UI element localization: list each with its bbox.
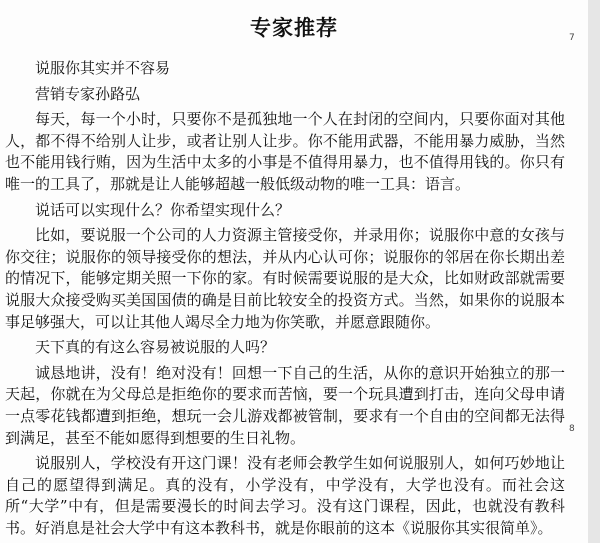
paragraph: 诚恳地讲，没有！绝对没有！回想一下自己的生活，从你的意识开始独立的那一天起，你就在为父母总是拒绝你的要求而苦恼，要一个玩具遭到打击，连向父母申请一点零花钱都遭到拒绝，想玩一会儿游戏都被管制，要求有一个自由的空间都无法得到满足，甚至不能如愿得到想要的生日礼物。 — [5, 363, 565, 447]
page-number-8: 8 — [569, 424, 575, 434]
author-line: 营销专家孙路弘 — [35, 84, 141, 103]
question-heading: 说话可以实现什么？你希望实现什么？ — [35, 200, 291, 219]
page-title: 专家推荐 — [250, 16, 338, 40]
page-number-7: 7 — [569, 33, 575, 43]
paragraph: 每天，每一个小时，只要你不是孤独地一个人在封闭的空间内，只要你面对其他人，都不得不给别人让步，或者让别人让步。你不能用武器，不能用暴力威胁，当然也不能用钱行贿，因为生活中太多的小事是不值得用暴力，也不值得用钱的。你只有唯一的工具了，那就是让人能够超越一般低级动物的唯一工具：语言。 — [5, 110, 565, 193]
paragraph: 说服别人，学校没有开这门课！没有老师会教学生如何说服别人，如何巧妙地让自己的愿望得到满足。真的没有，小学没有，中学没有，大学也没有。而社会这所“大学”中有，但是需要漫长的时间去学习。没有这门课程，因此，也就没有教科书。好消息是社会大学中有这本教科书，就是你眼前的这本《说服你其实很简单》。 — [5, 454, 565, 537]
question-heading: 天下真的有这么容易被说服的人吗？ — [35, 338, 276, 357]
article-title: 说服你其实并不容易 — [35, 59, 171, 77]
paragraph: 比如，要说服一个公司的人力资源主管接受你，并录用你；说服你中意的女孩与你交往；说服你的领导接受你的想法，并从内心认可你；说服你的邻居在你长期出差的情况下，能够定期关照一下你的家。有时候需要说服的是大众，比如财政部就需要说服大众接受购买美国国债的确是目前比较安全的投资方式。当然，如果你的说服本事足够强大，可以让其他人竭尽全力地为你笑歌，并愿意跟随你。 — [5, 226, 565, 331]
page-edge — [588, 0, 600, 543]
document-body — [5, 58, 565, 539]
